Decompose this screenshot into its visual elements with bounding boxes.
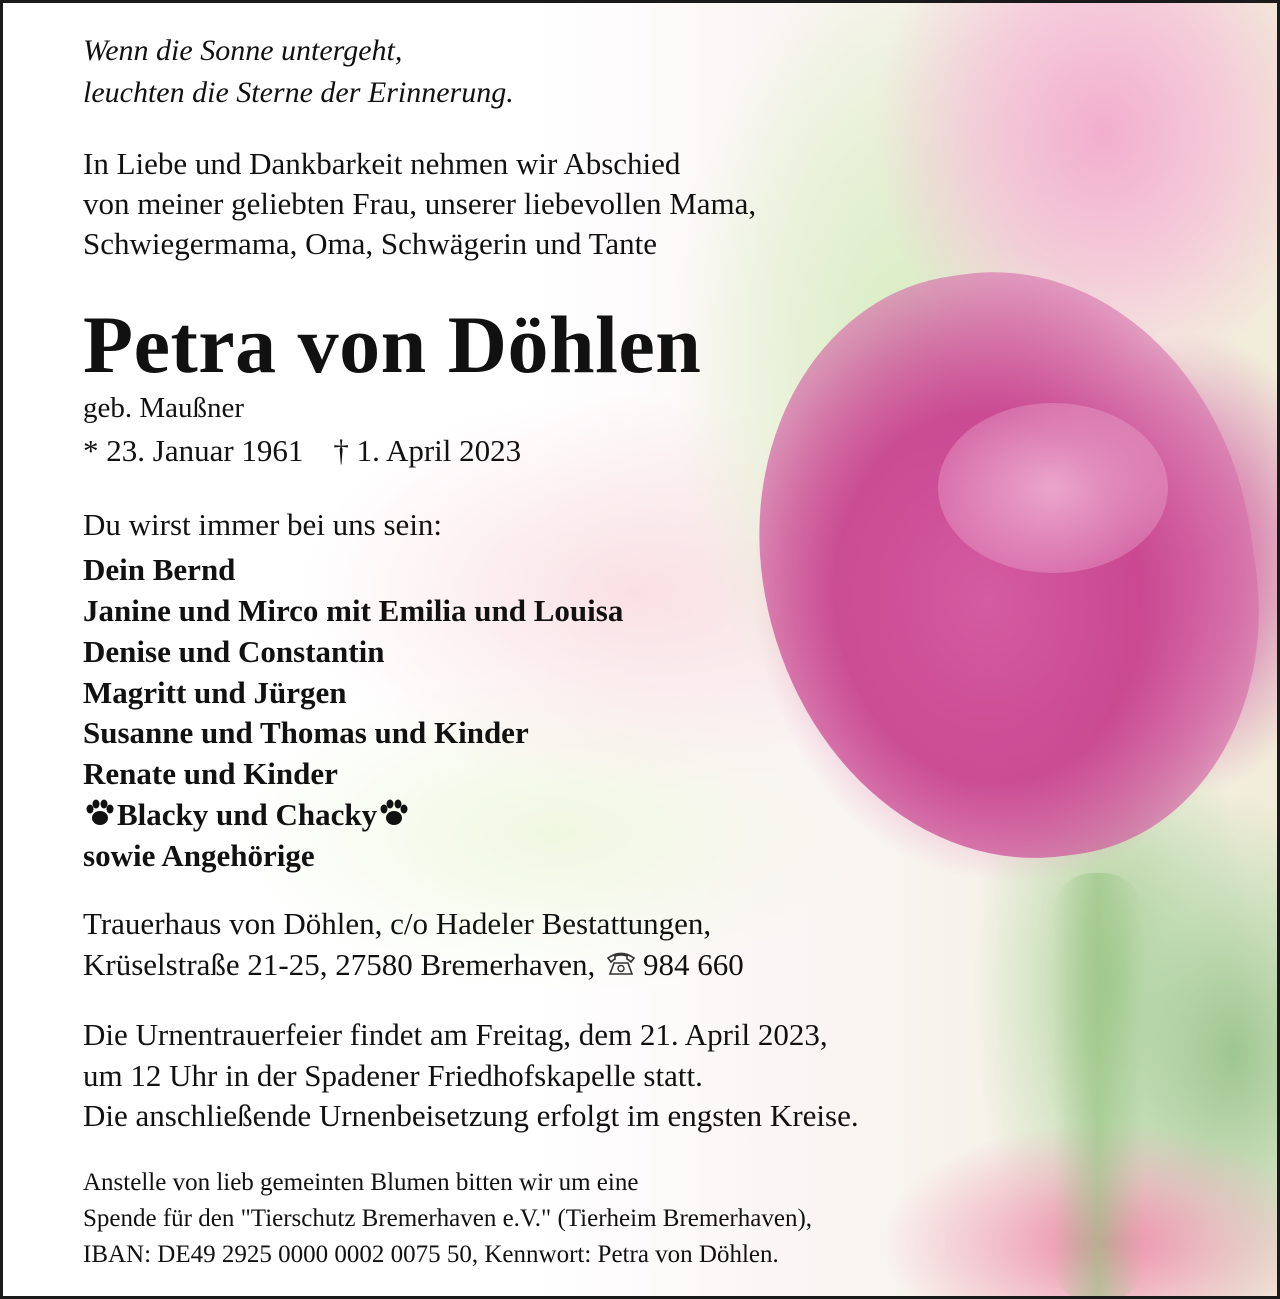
donation-line-1: Anstelle von lieb gemeinten Blumen bitten wir um eine — [83, 1169, 639, 1196]
address-street: Krüselstraße 21-25, 27580 Bremerhaven, — [83, 947, 596, 982]
birth-name: geb. Maußner — [83, 392, 245, 424]
ceremony-line-1: Die Urnentrauerfeier findet am Freitag, dem 21. April 2023, — [83, 1017, 828, 1052]
paw-print-icon — [377, 798, 411, 828]
death-date: † 1. April 2023 — [333, 433, 522, 468]
ceremony-line-3: Die anschließende Urnenbeisetzung erfolgt im engsten Kreise. — [83, 1098, 859, 1133]
ceremony-line-2: um 12 Uhr in der Spadener Friedhofskapelle statt. — [83, 1058, 703, 1093]
family-member-pets — [83, 797, 411, 833]
family-member: Dein Bernd — [83, 552, 236, 587]
intro-line-3: Schwiegermama, Oma, Schwägerin und Tante — [83, 226, 658, 261]
deceased-name: Petra von Döhlen — [83, 299, 702, 390]
motto-line-1: Wenn die Sonne untergeht, — [83, 34, 403, 67]
motto-line-2: leuchten die Sterne der Erinnerung. — [83, 76, 514, 109]
address-line-2 — [83, 947, 744, 983]
address-line-1: Trauerhaus von Döhlen, c/o Hadeler Bestattungen, — [83, 906, 712, 941]
family-member: Renate und Kinder — [83, 756, 338, 791]
telephone-icon — [605, 949, 637, 977]
donation-line-3: IBAN: DE49 2925 0000 0002 0075 50, Kennwort: Petra von Döhlen. — [83, 1241, 779, 1268]
notice-text — [83, 3, 1277, 1296]
pets-label: Blacky und Chacky — [117, 797, 378, 832]
family-member: Janine und Mirco mit Emilia und Louisa — [83, 593, 624, 628]
family-member: sowie Angehörige — [83, 838, 315, 873]
family-intro: Du wirst immer bei uns sein: — [83, 507, 443, 542]
intro-line-2: von meiner geliebten Frau, unserer liebevollen Mama, — [83, 186, 757, 221]
family-member: Denise und Constantin — [83, 634, 385, 669]
life-dates — [83, 433, 521, 469]
paw-print-icon — [83, 798, 117, 828]
family-member: Magritt und Jürgen — [83, 675, 347, 710]
birth-date: * 23. Januar 1961 — [83, 433, 304, 468]
phone-number: 984 660 — [642, 947, 744, 982]
intro-line-1: In Liebe und Dankbarkeit nehmen wir Abschied — [83, 146, 681, 181]
family-member: Susanne und Thomas und Kinder — [83, 715, 529, 750]
donation-line-2: Spende für den "Tierschutz Bremerhaven e.V." (Tierheim Bremerhaven), — [83, 1205, 813, 1232]
